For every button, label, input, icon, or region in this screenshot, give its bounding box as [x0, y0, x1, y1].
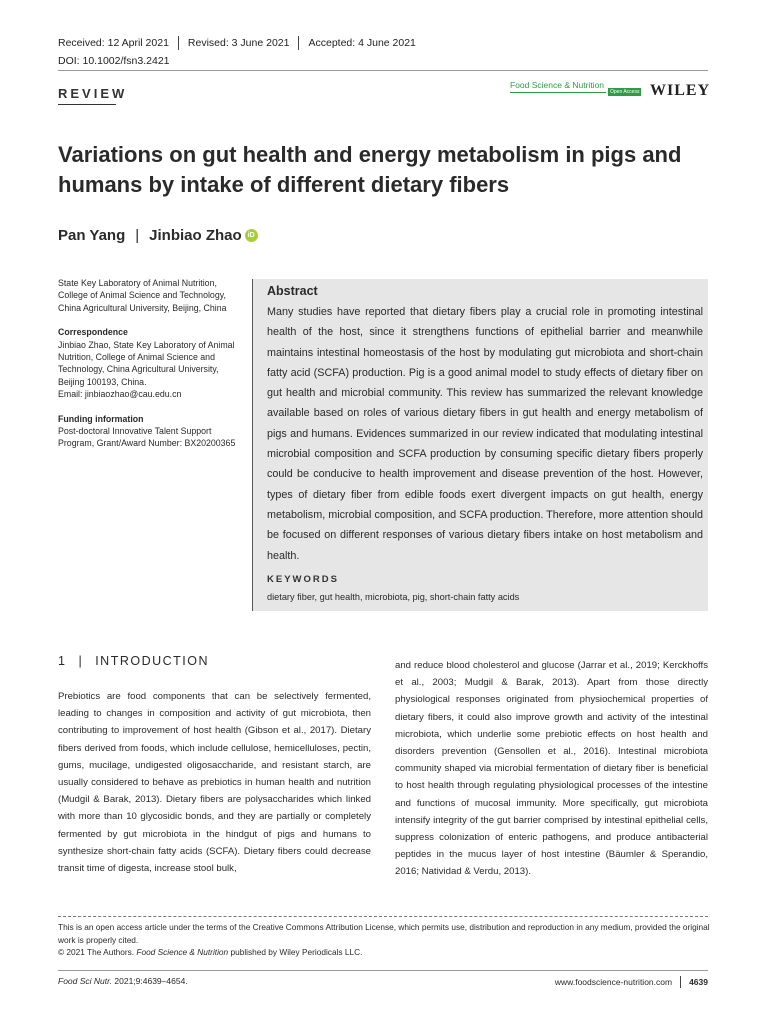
- footer-right: [555, 976, 708, 988]
- affiliation: State Key Laboratory of Animal Nutrition, College of Animal Science and Technology, China Agricultural University, Beijing, China: [58, 278, 227, 313]
- header-divider: [58, 70, 708, 71]
- citation: [58, 976, 188, 986]
- license-text: This is an open access article under the terms of the Creative Commons Attribution License, which permits use, distribution and reproduction in any medium, provided the original work is properly cited.: [58, 922, 710, 945]
- correspondence-email[interactable]: Email: jinbiaozhao@cau.edu.cn: [58, 389, 182, 400]
- copyright-prefix: © 2021 The Authors.: [58, 947, 135, 957]
- section-title: INTRODUCTION: [95, 654, 210, 668]
- open-access-badge: Open Access: [610, 89, 640, 95]
- journal-url[interactable]: www.foodscience-nutrition.com: [554, 977, 673, 987]
- funding-text: Post-doctoral Innovative Talent Support Program, Grant/Award Number: BX20200365: [58, 426, 236, 449]
- abstract-heading: Abstract: [267, 284, 318, 298]
- page-number: 4639: [689, 977, 708, 987]
- journal-logo[interactable]: [510, 80, 640, 95]
- abstract-left-border: [252, 279, 253, 611]
- citation-journal: Food Sci Nutr.: [58, 976, 113, 986]
- article-info-sidebar: [58, 277, 243, 462]
- abstract-text: Many studies have reported that dietary fibers play a crucial role in promoting intestinal health of the host, since it strengthens functions of epithelial barrier and meanwhile maintains intestinal homeostasis of the host by modulating gut microbiota and short-chain fatty acid (SCFA) production. Pig is a good animal model to study effects of dietary fiber on gut health and microbial community. This review has summarized the relevant knowledge available based on roles of various dietary fibers in gut health and energy metabolism of pigs and humans. Evidences summarized in our review indicated that modulating intestinal microbial composition and SCFA production by consuming specific dietary fibers properly could be conducive to health improvement and disease prevention of the host. However, types of dietary fiber from edible foods exert divergent impacts on gut health, energy metabolism, microbial composition, and SCFA production. Therefore, more attention should be focused on different responses of various dietary fibers intake on host metabolism and health.: [267, 306, 703, 562]
- article-title: Variations on gut health and energy metabolism in pigs and humans by intake of different dietary fibers: [58, 142, 682, 197]
- section-heading: [58, 654, 209, 668]
- correspondence: [58, 326, 243, 400]
- citation-details: 2021;9:4639–4654.: [114, 976, 188, 986]
- footer-divider: [58, 970, 708, 971]
- body-text-right-column: and reduce blood cholesterol and glucose (Jarrar et al., 2019; Kerckhoffs et al., 2003; Mudgil & Barak, 2013). Apart from those directly physiological responses originated from physiochemical properties of dietary fibers, it could also improve growth and activity of the intestinal microbiota, which underlie some prebiotic effects on host health and disorders prevention (Gensollen et al., 2016). Intestinal microbiota community shaped via microbial fermentation of dietary fiber is beneficial to host health through regulating physiological processes of the intestine and functions of mucosal immunity. More specifically, gut microbiota intensify integrity of the gut barrier comprised by intestinal epithelial cells, suppress colonization of enteric pathogens, and produce antibacterial peptides in the mucus layer of host intestine (Bäumler & Sperandio, 2016; Natividad & Verdu, 2013).: [395, 660, 708, 878]
- copyright-line: [58, 946, 710, 959]
- author-name[interactable]: Jinbiao Zhao: [149, 227, 242, 244]
- keywords-list: dietary fiber, gut health, microbiota, pig, short-chain fatty acids: [267, 592, 520, 602]
- correspondence-heading: Correspondence: [58, 327, 128, 338]
- footnote-divider: [58, 916, 708, 917]
- journal-logo-underline: [510, 92, 606, 93]
- section-number: 1: [58, 654, 67, 668]
- correspondence-text: Jinbiao Zhao, State Key Laboratory of Animal Nutrition, College of Animal Science and Technology, China Agricultural University, Beijing 100193, China.: [58, 339, 235, 387]
- journal-logo-text: Food Science & Nutrition: [510, 80, 605, 90]
- funding-heading: Funding information: [58, 413, 144, 424]
- copyright-suffix: published by Wiley Periodicals LLC.: [230, 947, 363, 957]
- section-separator: |: [78, 654, 84, 668]
- orcid-icon[interactable]: iD: [245, 229, 258, 242]
- publisher-logo[interactable]: WILEY: [650, 82, 711, 99]
- article-dates: [58, 36, 425, 50]
- license-footnote: [58, 921, 710, 959]
- revised-date: Revised: 3 June 2021: [187, 37, 290, 49]
- funding: [58, 413, 243, 450]
- body-text-left-column: Prebiotics are food components that can be selectively fermented, leading to changes in composition and activity of gut microbiota, then contributing to improvement of host health (Gibson et al., 2017). Dietary fibers derived from foods, which include cellulose, hemicelluloses, pectin, gums, mucilage, undigested oligosaccharide, and resistant starch, are usually considered to behave as prebiotics in human health and nutrition (Mudgil & Barak, 2013). Dietary fibers are polysaccharides which linked with more than 10 glycosidic bonds, and they are partially or completely fermented by gut microbiota in the hindgut of pigs and humans to synthesize short-chain fatty acids (SCFA). Dietary fibers could decrease transit time of digesta, increase stool bulk,: [58, 691, 371, 875]
- author-name[interactable]: Pan Yang: [58, 227, 126, 244]
- author-list: [58, 227, 258, 244]
- footer-separator: [680, 976, 681, 988]
- keywords-heading: KEYWORDS: [267, 574, 339, 585]
- doi[interactable]: DOI: 10.1002/fsn3.2421: [58, 55, 170, 67]
- article-type: REVIEW: [58, 86, 128, 101]
- received-date: Received: 12 April 2021: [58, 37, 169, 49]
- accepted-date: Accepted: 4 June 2021: [308, 37, 416, 49]
- copyright-journal: Food Science & Nutrition: [136, 947, 229, 957]
- author-separator: |: [135, 227, 140, 244]
- article-type-underline: [58, 104, 116, 105]
